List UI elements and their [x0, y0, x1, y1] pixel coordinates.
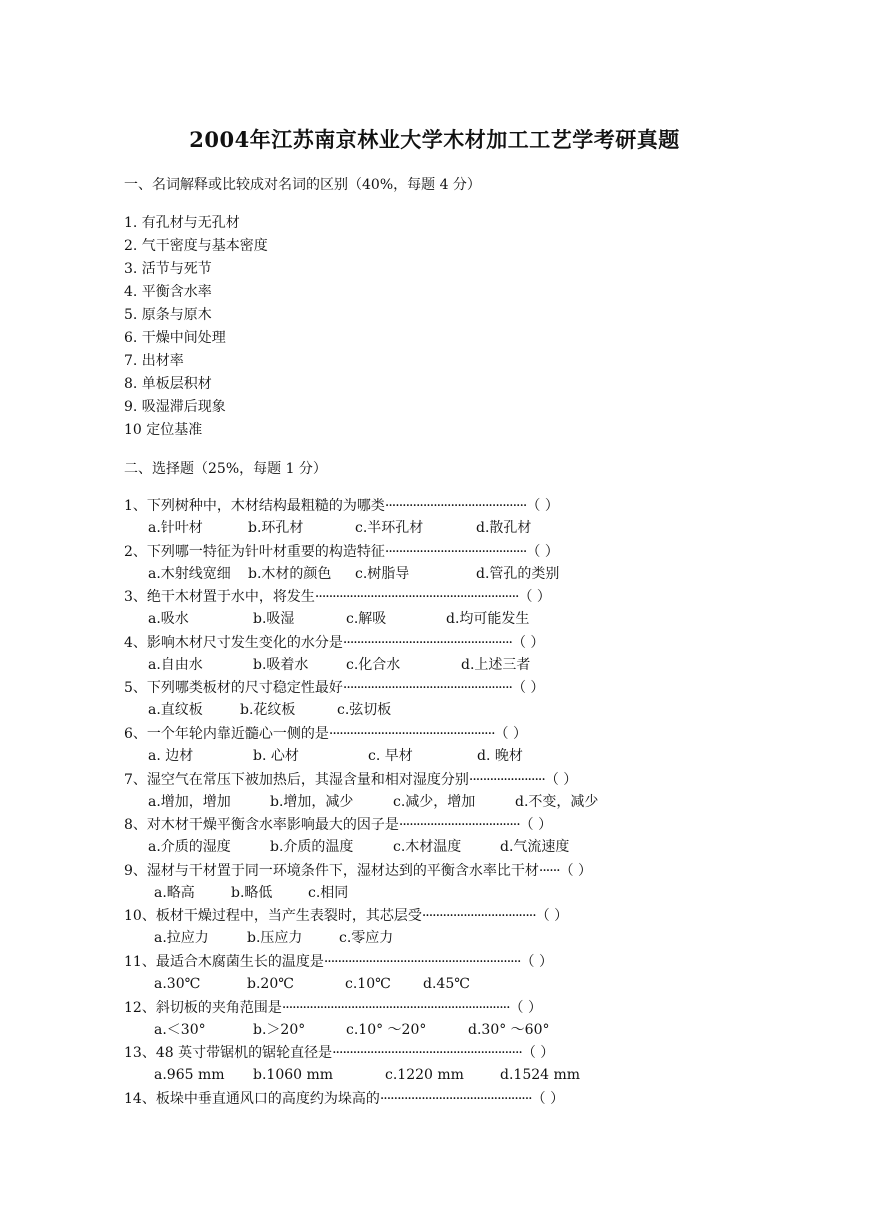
answer-option: a.自由水 — [148, 657, 203, 673]
answer-option: c.零应力 — [339, 930, 394, 946]
question-stem — [124, 588, 551, 606]
answer-option: b. 心材 — [253, 748, 299, 764]
answer-option: a. 边材 — [148, 748, 194, 764]
answer-option: b.木材的颜色 — [248, 566, 332, 582]
answer-option: a.针叶材 — [148, 520, 203, 536]
term-item: 10 定位基准 — [124, 422, 203, 438]
answer-option: b.吸湿 — [253, 611, 295, 627]
leader-dots: ······ — [538, 863, 560, 879]
answer-option: b.介质的温度 — [270, 839, 354, 855]
leader-dots: ················································· — [342, 635, 512, 651]
answer-option: c.10° ～20° — [346, 1022, 427, 1038]
question-stem — [124, 1044, 554, 1062]
term-item: 2. 气干密度与基本密度 — [124, 238, 268, 254]
answer-blank: （ ） — [494, 726, 527, 742]
term-item: 1. 有孔材与无孔材 — [124, 215, 240, 231]
answer-option: b.＞20° — [253, 1022, 306, 1038]
leader-dots: ························································· — [323, 954, 521, 970]
question-text: 10、板材干燥过程中，当产生表裂时，其芯层受 — [124, 908, 422, 924]
answer-option: d.1524 mm — [500, 1067, 581, 1083]
answer-option: a.直纹板 — [148, 702, 203, 718]
answer-blank: （ ） — [521, 1045, 555, 1061]
question-stem — [124, 725, 527, 743]
section1-heading: 一、名词解释或比较成对名词的区别（40%，每题 4 分） — [124, 177, 481, 193]
question-text: 3、绝干木材置于水中，将发生 — [124, 589, 315, 605]
term-item: 5. 原条与原木 — [124, 307, 212, 323]
answer-option: c.相同 — [308, 885, 349, 901]
answer-option: d.气流速度 — [500, 839, 570, 855]
answer-option: a.介质的湿度 — [148, 839, 231, 855]
answer-option: c.木材温度 — [393, 839, 462, 855]
question-text: 5、下列哪类板材的尺寸稳定性最好 — [124, 680, 343, 696]
question-text: 2、下列哪一特征为针叶材重要的构造特征 — [124, 544, 385, 560]
question-stem — [124, 543, 559, 561]
leader-dots: ········································· — [384, 498, 527, 514]
answer-option: c.半环孔材 — [355, 520, 424, 536]
question-text: 9、湿材与干材置于同一环境条件下，湿材达到的平衡含水率比干材 — [124, 863, 539, 879]
term-item: 6. 干燥中间处理 — [124, 330, 226, 346]
answer-blank: （ ） — [518, 589, 551, 605]
question-stem — [124, 999, 542, 1017]
question-text: 8、对木材干燥平衡含水率影响最大的因子是 — [124, 817, 399, 833]
leader-dots: ······················ — [468, 772, 545, 788]
question-text: 11、最适合木腐菌生长的温度是 — [124, 954, 324, 970]
answer-option: a.＜30° — [154, 1022, 206, 1038]
answer-blank: （ ） — [520, 954, 553, 970]
answer-option: b.1060 mm — [253, 1067, 334, 1083]
question-text: 12、斜切板的夹角范围是 — [124, 1000, 282, 1016]
leader-dots: ································· — [421, 908, 536, 924]
answer-option: b.花纹板 — [240, 702, 296, 718]
question-stem — [124, 1090, 564, 1108]
answer-blank: （ ） — [544, 772, 578, 788]
answer-option: c.10℃ — [345, 976, 391, 992]
answer-option: a.吸水 — [148, 611, 189, 627]
question-stem — [124, 634, 544, 652]
answer-option: b.环孔材 — [248, 520, 304, 536]
answer-option: d.均可能发生 — [446, 611, 530, 627]
leader-dots: ··························································· — [314, 589, 519, 605]
question-stem — [124, 816, 552, 834]
answer-blank: （ ） — [519, 817, 553, 833]
leader-dots: ················································ — [328, 726, 495, 742]
answer-blank: （ ） — [526, 544, 559, 560]
leader-dots: ·································································· — [281, 1000, 510, 1016]
answer-option: c.树脂导 — [355, 566, 410, 582]
answer-option: b.略低 — [231, 885, 273, 901]
answer-blank: （ ） — [511, 635, 545, 651]
answer-option: d.上述三者 — [461, 657, 531, 673]
answer-option: b.20℃ — [247, 976, 294, 992]
answer-option: c.减少，增加 — [393, 794, 476, 810]
section2-heading: 二、选择题（25%，每题 1 分） — [124, 461, 327, 477]
answer-blank: （ ） — [526, 498, 559, 514]
answer-option: d.散孔材 — [476, 520, 532, 536]
answer-option: d.不变，减少 — [515, 794, 599, 810]
answer-option: a.木射线宽细 — [148, 566, 231, 582]
question-text: 7、湿空气在常压下被加热后，其湿含量和相对湿度分别 — [124, 772, 469, 788]
term-item: 8. 单板层积材 — [124, 376, 212, 392]
answer-option: b.吸着水 — [253, 657, 309, 673]
question-stem — [124, 907, 568, 925]
answer-option: c.化合水 — [346, 657, 401, 673]
answer-option: c.弦切板 — [337, 702, 392, 718]
answer-option: d.30° ～60° — [468, 1022, 550, 1038]
answer-option: c. 早材 — [368, 748, 413, 764]
term-item: 9. 吸湿滞后现象 — [124, 399, 226, 415]
question-stem — [124, 953, 553, 971]
question-stem — [124, 679, 544, 697]
answer-option: b.压应力 — [247, 930, 303, 946]
answer-option: c.1220 mm — [385, 1067, 464, 1083]
question-text: 13、48 英寸带锯机的锯轮直径是 — [124, 1045, 333, 1061]
question-text: 14、板垛中垂直通风口的高度约为垛高的 — [124, 1091, 380, 1107]
answer-option: d.45℃ — [423, 976, 470, 992]
answer-blank: （ ） — [559, 863, 593, 879]
question-text: 4、影响木材尺寸发生变化的水分是 — [124, 635, 343, 651]
question-stem — [124, 862, 592, 880]
leader-dots: ··································· — [398, 817, 520, 833]
answer-option: a.拉应力 — [154, 930, 209, 946]
term-item: 4. 平衡含水率 — [124, 284, 212, 300]
leader-dots: ······················································· — [332, 1045, 522, 1061]
answer-option: c.解吸 — [346, 611, 387, 627]
question-text: 6、一个年轮内靠近髓心一侧的是 — [124, 726, 329, 742]
leader-dots: ············································ — [379, 1091, 532, 1107]
answer-option: d.管孔的类别 — [476, 566, 560, 582]
term-item: 3. 活节与死节 — [124, 261, 212, 277]
leader-dots: ········································· — [384, 544, 527, 560]
answer-option: a.30℃ — [154, 976, 201, 992]
question-text: 1、下列树种中，木材结构最粗糙的为哪类 — [124, 498, 385, 514]
page-title: 2004年江苏南京林业大学木材加工工艺学考研真题 — [189, 127, 680, 152]
leader-dots: ················································· — [342, 680, 512, 696]
answer-option: a.增加，增加 — [148, 794, 231, 810]
answer-blank: （ ） — [531, 1091, 565, 1107]
answer-blank: （ ） — [511, 680, 545, 696]
answer-option: b.增加，减少 — [270, 794, 354, 810]
answer-option: d. 晚材 — [477, 748, 523, 764]
answer-option: a.略高 — [154, 885, 195, 901]
answer-option: a.965 mm — [154, 1067, 225, 1083]
answer-blank: （ ） — [509, 1000, 542, 1016]
term-item: 7. 出材率 — [124, 353, 184, 369]
question-stem — [124, 771, 577, 789]
question-stem — [124, 497, 559, 515]
answer-blank: （ ） — [535, 908, 569, 924]
